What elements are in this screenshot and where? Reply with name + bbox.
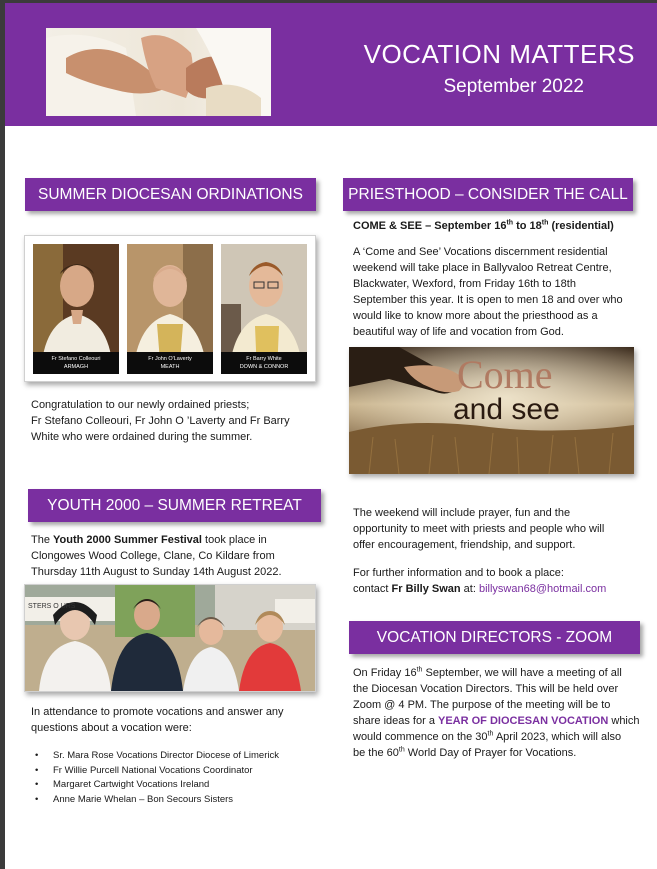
priest-caption: Fr Barry White DOWN & CONNOR [221, 352, 307, 374]
priest-portrait [33, 244, 119, 374]
list-item: • Fr Willie Purcell National Vocations Coordinator [31, 764, 331, 779]
youth-group-photo [24, 584, 316, 692]
list-item: • Margaret Cartwight Vocations Ireland [31, 778, 331, 793]
and-see-words: and see [453, 393, 560, 426]
year-of-vocation-highlight: YEAR OF DIOCESAN VOCATION [438, 715, 609, 727]
come-word: Come [457, 352, 553, 397]
list-item: • Sr. Mara Rose Vocations Director Diocese of Limerick [31, 749, 331, 764]
ordination-hands-photo [46, 28, 271, 116]
come-and-see-image [349, 347, 634, 474]
priest-caption: Fr Stefano Colleouri ARMAGH [33, 352, 119, 374]
photo-banner-text: STERS O URS [28, 603, 76, 610]
come-and-see-subheading: COME & SEE – September 16th to 18th (residential) [353, 219, 614, 232]
ordinations-text: Congratulation to our newly ordained priests; Fr Stefano Colleouri, Fr John O ’Laverty and Fr Barry White who were ordained during the summer. [31, 399, 290, 443]
priesthood-heading: PRIESTHOOD – CONSIDER THE CALL [343, 178, 633, 211]
youth-intro: The Youth 2000 Summer Festival took place in Clongowes Wood College, Clane, Co Kildare from Thursday 11th August to Sunday 14th August 2022. [31, 534, 282, 578]
directors-heading: VOCATION DIRECTORS - ZOOM [349, 621, 640, 654]
booking-contact: For further information and to book a place: contact Fr Billy Swan at: billyswan68@hotmail.com [353, 567, 607, 595]
ordinations-photo [24, 235, 316, 382]
page-left-border [0, 0, 5, 869]
weekend-description: The weekend will include prayer, fun and the opportunity to meet with priests and people who will offer encouragement, friendship, and support. [353, 507, 605, 551]
contact-email-link[interactable]: billyswan68@hotmail.com [478, 583, 607, 595]
attendees-list [31, 749, 331, 807]
ordinations-heading: SUMMER DIOCESAN ORDINATIONS [25, 178, 316, 211]
priest-caption: Fr John O'Laverty MEATH [127, 352, 213, 374]
priest-portrait [221, 244, 307, 374]
attendance-text: In attendance to promote vocations and answer any questions about a vocation were: [31, 706, 284, 734]
newsletter-date: September 2022 [443, 76, 584, 97]
priest-portrait [127, 244, 213, 374]
list-item: • Anne Marie Whelan – Bon Secours Sisters [31, 793, 331, 808]
come-and-see-description: A ‘Come and See’ Vocations discernment residential weekend will take place in Ballyvaloo Retreat Centre, Blackwater, Wexford, from Friday 16th to 18th September this year. It is open to men 18 and over who would like to know more about the priesthood as a beautiful way of life and vocation from God. [353, 246, 623, 338]
youth-heading: YOUTH 2000 – SUMMER RETREAT [28, 489, 321, 522]
header-banner [5, 3, 657, 126]
newsletter-title: VOCATION MATTERS [363, 39, 635, 69]
directors-text: On Friday 16th September, we will have a meeting of all the Diocesan Vocation Directors. This will be held over Zoom @ 4 PM. The purpose of the meeting will be to share ideas for a YEAR OF DIOCESAN VOCATION which would commence on the 30th April 2023, which will also be the 60th World Day of Prayer for Vocations. [353, 666, 640, 759]
